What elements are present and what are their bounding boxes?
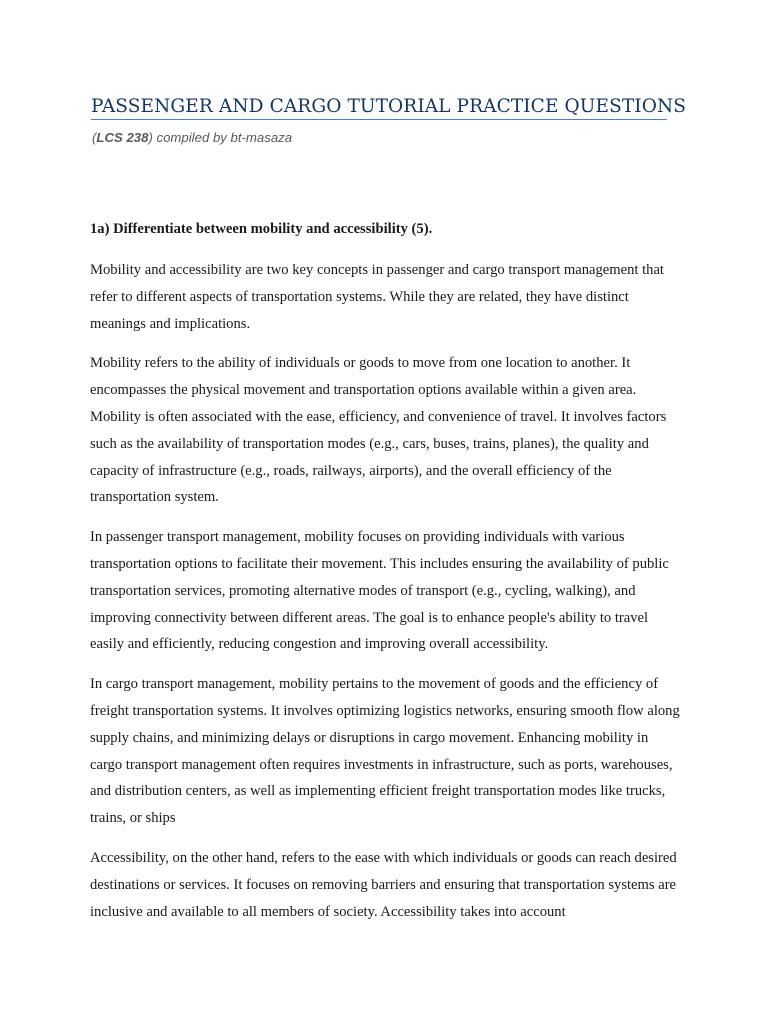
course-code: LCS 238	[96, 130, 149, 145]
paragraph: Mobility and accessibility are two key concepts in passenger and cargo transport management that refer to different aspects of transportation systems. While they are related, they have distinct meanings and implications.	[90, 262, 664, 332]
subtitle-compiled-by: ) compiled by bt-masaza	[148, 130, 293, 145]
paragraph: In cargo transport management, mobility pertains to the movement of goods and the efficiency of freight transportation systems. It involves optimizing logistics networks, ensuring smooth flow along supply chains, and minimizing delays or disruptions in cargo movement. Enhancing mobility in cargo transport management often requires investments in infrastructure, such as ports, warehouses, and distribution centers, as well as implementing efficient freight transportation modes like trucks, trains, or ships	[90, 676, 680, 827]
question-heading: 1a) Differentiate between mobility and accessibility (5).	[90, 221, 433, 237]
subtitle-open-paren: (	[92, 130, 97, 145]
document-title: PASSENGER AND CARGO TUTORIAL PRACTICE QUESTIONS	[91, 96, 687, 117]
paragraph: Accessibility, on the other hand, refers to the ease with which individuals or goods can reach desired destinations or services. It focuses on removing barriers and ensuring that transportation systems are inclusive and available to all members of society. Accessibility takes into account	[90, 849, 677, 920]
document-subtitle	[92, 128, 292, 148]
document-body	[90, 218, 680, 938]
paragraph: Mobility refers to the ability of individuals or goods to move from one location to another. It encompasses the physical movement and transportation options available within a given area. Mobility is often associated with the ease, efficiency, and convenience of travel. It involves factors such as the availability of transportation modes (e.g., cars, buses, trains, planes), the quality and capacity of infrastructure (e.g., roads, railways, airports), and the overall efficiency of the transportation system.	[90, 355, 667, 506]
title-underline	[91, 119, 667, 120]
paragraph: In passenger transport management, mobility focuses on providing individuals with various transportation options to facilitate their movement. This includes ensuring the availability of public transportation services, promoting alternative modes of transport (e.g., cycling, walking), and improving connectivity between different areas. The goal is to enhance people's ability to travel easily and efficiently, reducing congestion and improving overall accessibility.	[90, 529, 669, 653]
